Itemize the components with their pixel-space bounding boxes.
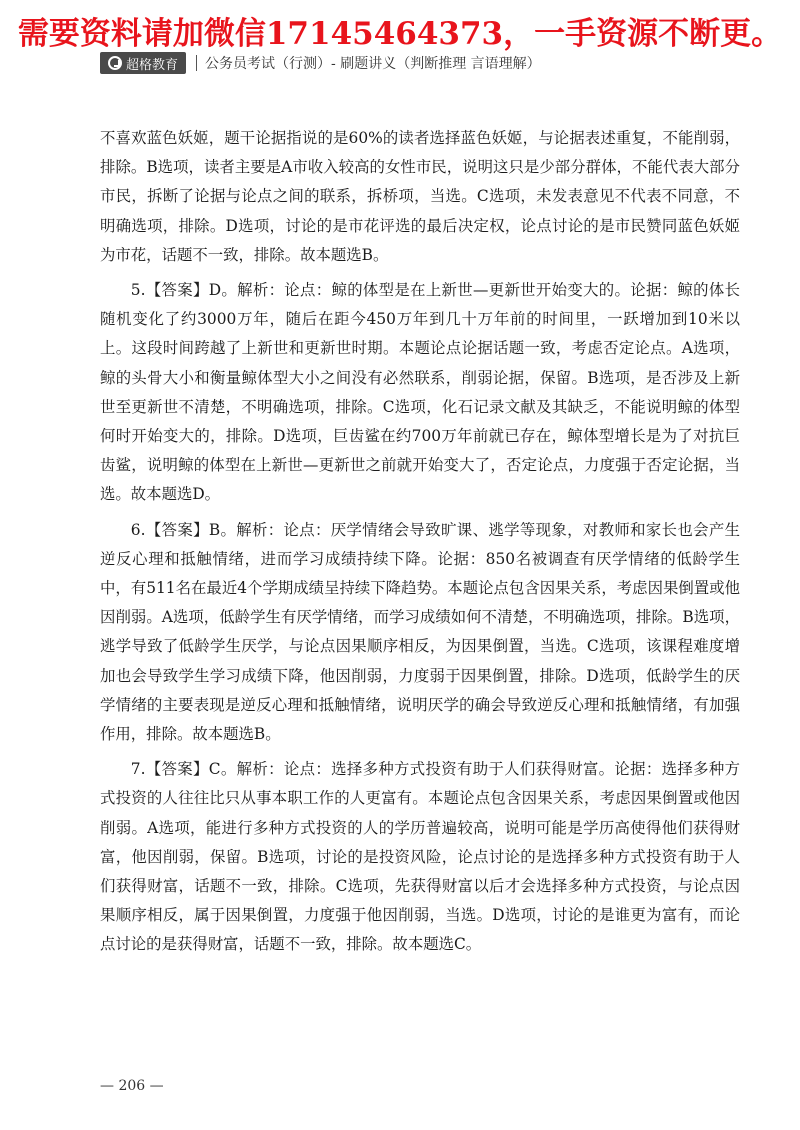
header-divider xyxy=(196,55,197,71)
publisher-logo xyxy=(100,52,186,74)
answer-5: 5.【答案】D。解析：论点：鲸的体型是在上新世—更新世开始变大的。论据：鲸的体长随机变化了约3000万年，随后在距今450万年到几十万年前的时间里，一跃增加到10米以上。这段时间跨越了上新世和更新世时期。本题论点论据话题一致，考虑否定论点。A选项，鲸的头骨大小和衡量鲸体型大小之间没有必然联系，削弱论据，保留。B选项，是否涉及上新世至更新世不清楚，不明确选项，排除。C选项，化石记录文献及其缺乏，不能说明鲸的体型何时开始变大的，排除。D选项，巨齿鲨在约700万年前就已存在，鲸体型增长是为了对抗巨齿鲨，说明鲸的体型在上新世—更新世之前就开始变大了，否定论点，力度强于否定论据，当选。故本题选D。 xyxy=(100,281,740,504)
watermark-banner: 需要资料请加微信17145464373，一手资源不断更。 xyxy=(17,16,783,52)
page-header xyxy=(100,52,541,74)
logo-text: 超格教育 xyxy=(126,57,179,73)
answer-explanations xyxy=(100,124,740,960)
page-number: — 206 — xyxy=(100,1078,164,1094)
logo-icon xyxy=(108,56,122,70)
paragraph-continued: 不喜欢蓝色妖姬，题干论据指说的是60%的读者选择蓝色妖姬，与论据表述重复，不能削弱，排除。B选项，读者主要是A市收入较高的女性市民，说明这只是少部分群体，不能代表大部分市民，拆断了论据与论点之间的联系，拆桥项，当选。C选项，未发表意见不代表不同意，不明确选项，排除。D选项，讨论的是市花评选的最后决定权，论点讨论的是市民赞同蓝色妖姬为市花，话题不一致，排除。故本题选B。 xyxy=(100,129,740,264)
header-title: 公务员考试（行测）- 刷题讲义（判断推理 言语理解） xyxy=(205,56,541,72)
answer-6: 6.【答案】B。解析：论点：厌学情绪会导致旷课、逃学等现象，对教师和家长也会产生逆反心理和抵触情绪，进而学习成绩持续下降。论据：850名被调查有厌学情绪的低龄学生中，有511名在最近4个学期成绩呈持续下降趋势。本题论点包含因果关系，考虑因果倒置或他因削弱。A选项，低龄学生有厌学情绪，而学习成绩如何不清楚，不明确选项，排除。B选项，逃学导致了低龄学生厌学，与论点因果顺序相反，为因果倒置，当选。C选项，该课程难度增加也会导致学生学习成绩下降，他因削弱，力度弱于因果倒置，排除。D选项，低龄学生的厌学情绪的主要表现是逆反心理和抵触情绪，说明厌学的确会导致逆反心理和抵触情绪，有加强作用，排除。故本题选B。 xyxy=(100,520,740,744)
answer-7: 7.【答案】C。解析：论点：选择多种方式投资有助于人们获得财富。论据：选择多种方式投资的人往往比只从事本职工作的人更富有。本题论点包含因果关系，考虑因果倒置或他因削弱。A选项，能进行多种方式投资的人的学历普遍较高，说明可能是学历高使得他们获得财富，他因削弱，保留。B选项，讨论的是投资风险，论点讨论的是选择多种方式投资有助于人们获得财富，话题不一致，排除。C选项，先获得财富以后才会选择多种方式投资，与论点因果顺序相反，属于因果倒置，力度强于他因削弱，当选。D选项，讨论的是谁更为富有，而论点讨论的是获得财富，话题不一致，排除。故本题选C。 xyxy=(100,760,740,954)
